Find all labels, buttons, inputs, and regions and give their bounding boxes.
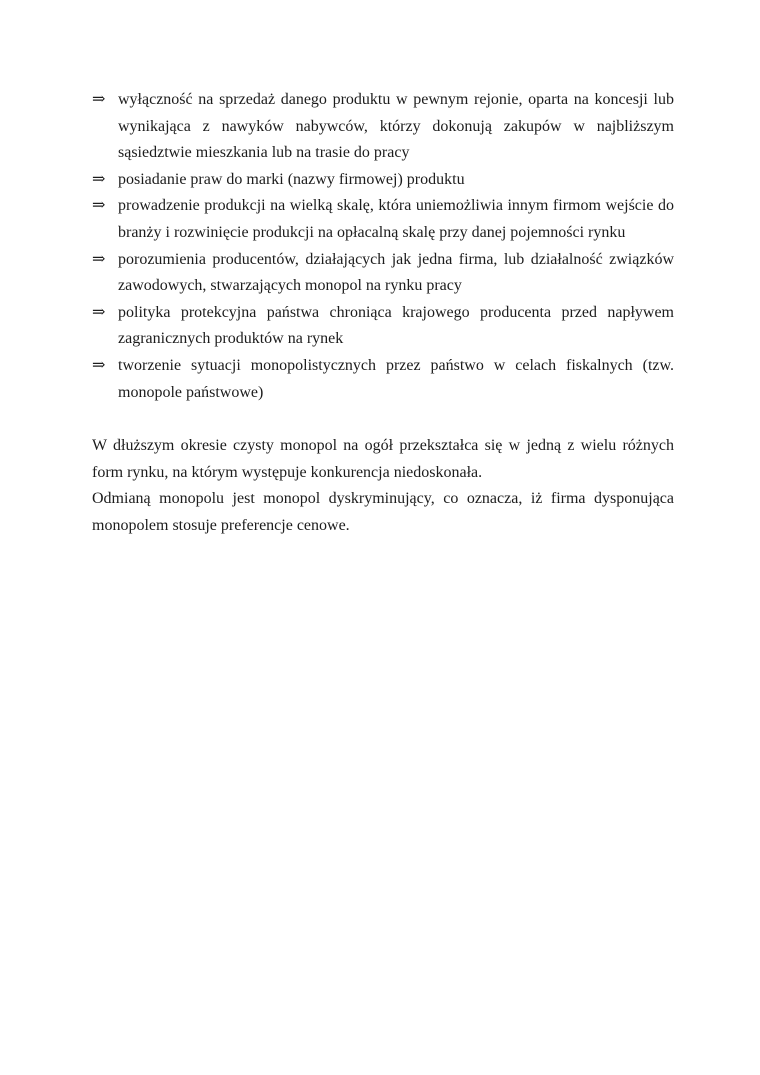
double-arrow-icon: ⇒	[92, 356, 106, 374]
body-paragraphs	[92, 433, 674, 539]
list-item	[92, 353, 674, 406]
double-arrow-icon: ⇒	[92, 250, 106, 268]
paragraph: Odmianą monopolu jest monopol dyskryminujący, co oznacza, iż firma dysponująca monopolem stosuje preferencje cenowe.	[92, 490, 674, 534]
double-arrow-icon: ⇒	[92, 197, 106, 215]
double-arrow-icon: ⇒	[92, 91, 106, 108]
bullet-list	[92, 87, 674, 406]
list-item-text: posiadanie praw do marki (nazwy firmowej) produktu	[118, 170, 465, 188]
double-arrow-icon: ⇒	[92, 170, 106, 188]
text-block	[92, 87, 674, 540]
list-item	[92, 167, 674, 194]
list-item	[92, 300, 674, 353]
paragraph: W dłuższym okresie czysty monopol na ogół przekształca się w jedną z wielu różnych form rynku, na którym występuje konkurencja niedoskonała.	[92, 437, 674, 481]
list-item	[92, 87, 674, 167]
list-item-text: tworzenie sytuacji monopolistycznych przez państwo w celach fiskalnych (tzw. monopole państwowe)	[118, 356, 674, 401]
list-item-text: porozumienia producentów, działających jak jedna firma, lub działalność związków zawodowych, stwarzających monopol na rynku pracy	[118, 250, 674, 295]
list-item	[92, 193, 674, 246]
list-item	[92, 247, 674, 300]
double-arrow-icon: ⇒	[92, 303, 106, 321]
list-item-text: polityka protekcyjna państwa chroniąca krajowego producenta przed napływem zagranicznych produktów na rynek	[118, 303, 674, 348]
list-item-text: prowadzenie produkcji na wielką skalę, która uniemożliwia innym firmom wejście do branży i rozwinięcie produkcji na opłacalną skalę przy danej pojemności rynku	[118, 197, 674, 241]
list-item-text: wyłączność na sprzedaż danego produktu w pewnym rejonie, oparta na koncesji lub wynikająca z nawyków nabywców, którzy dokonują zakupów w najbliższym sąsiedztwie mieszkania lub na trasie do pracy	[118, 91, 674, 162]
